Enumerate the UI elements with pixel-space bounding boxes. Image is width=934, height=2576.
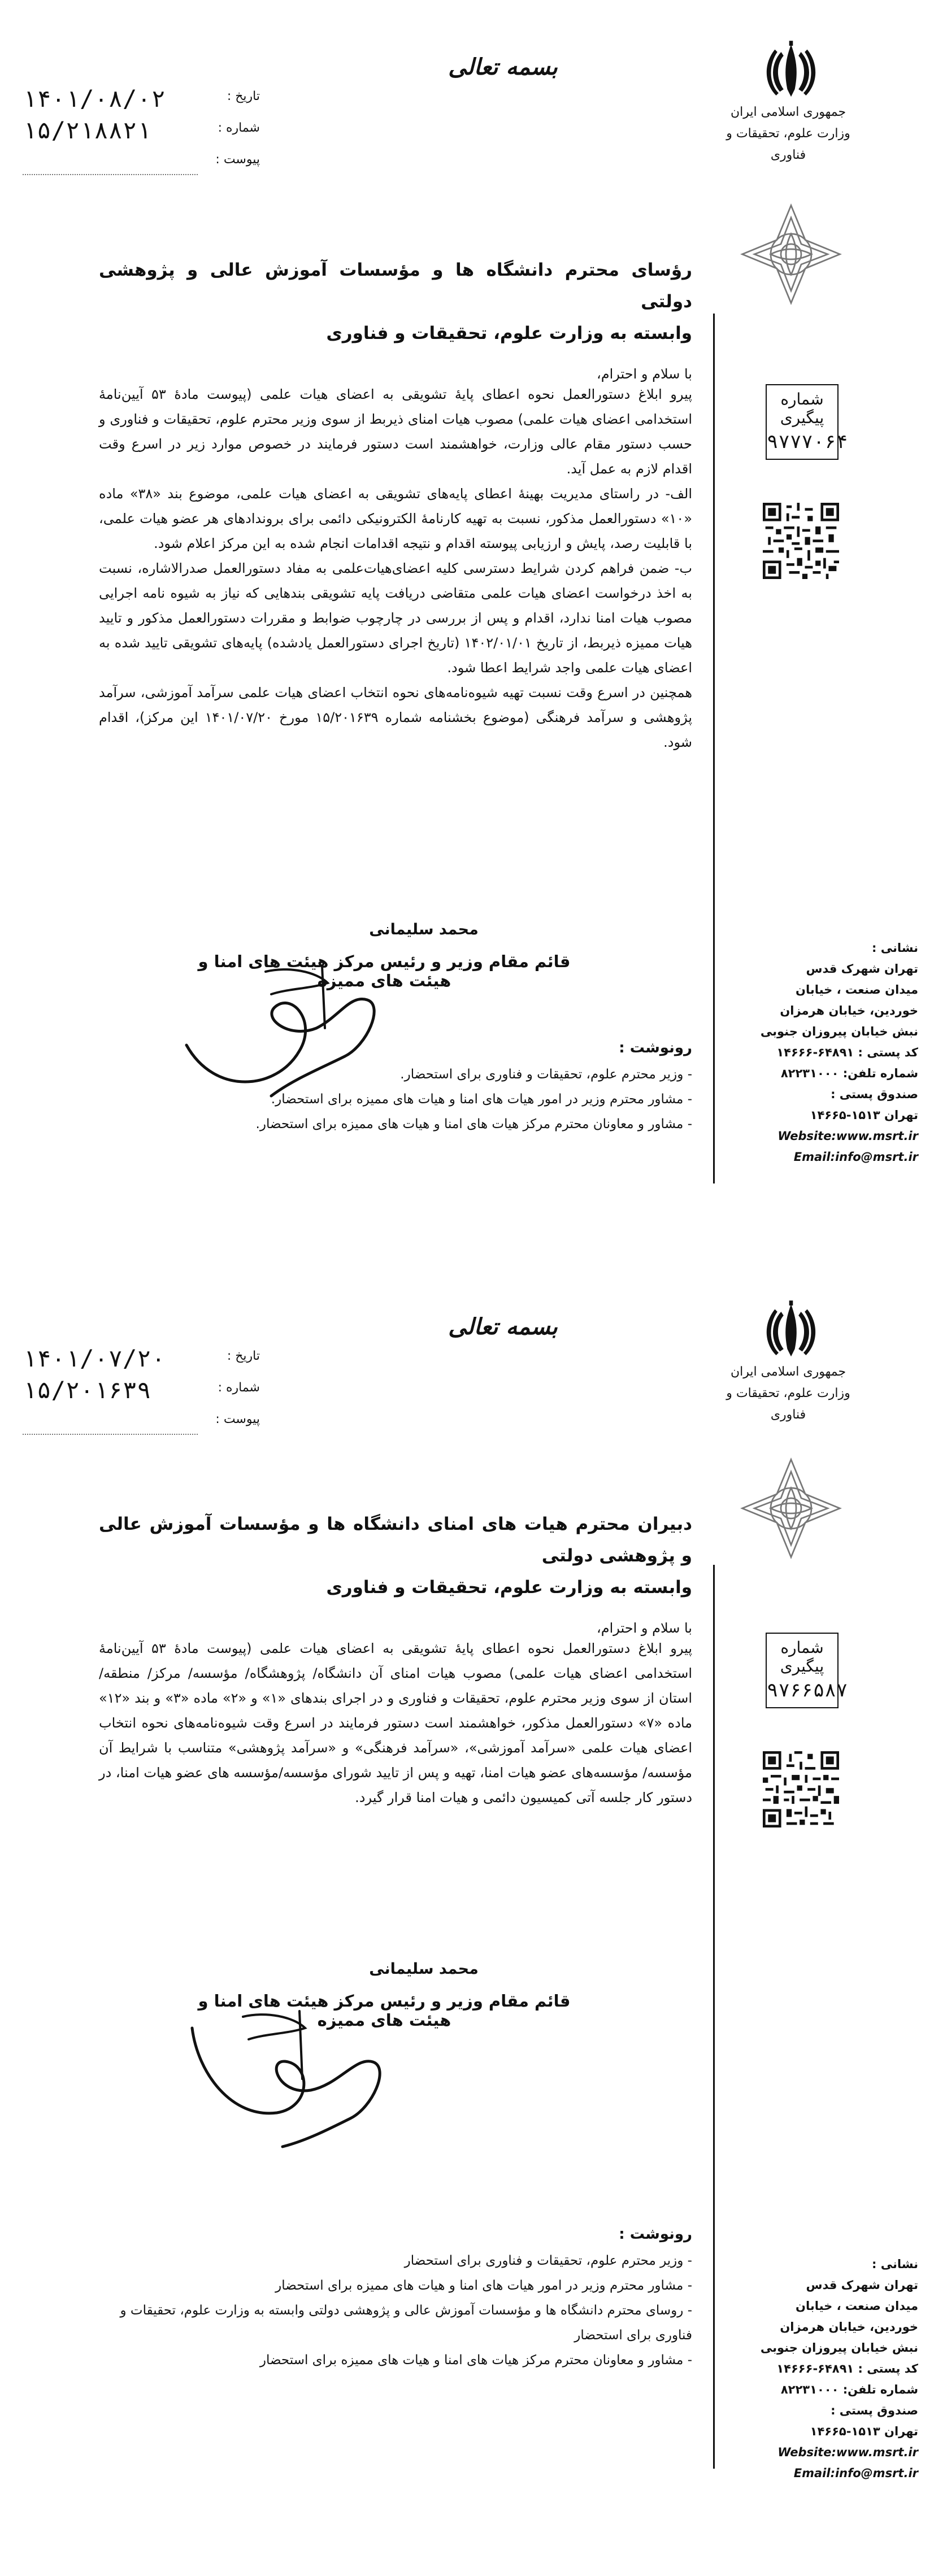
address-line: صندوق پستی : <box>831 1087 918 1101</box>
signer-title: قائم مقام وزیر و رئیس مرکز هیئت های امنا و هیئت های ممیزه <box>198 952 571 990</box>
attachment-line <box>23 174 198 175</box>
cc-item: - مشاور و معاونان محترم مرکز هیات های امنا و هیات های ممیزه برای استحضار. <box>255 1117 692 1132</box>
vertical-divider <box>713 314 715 1183</box>
recipient-line-2: وابسته به وزارت علوم، تحقیقات و فناوری <box>326 323 692 343</box>
address-line: کد پستی : ۶۴۸۹۱-۱۴۶۶۶ <box>776 2362 918 2375</box>
address-line: نبش خیابان پیروزان جنوبی <box>760 2341 918 2355</box>
date-label: تاریخ : <box>227 89 260 103</box>
address-line: تهران شهرک قدس <box>806 2278 918 2292</box>
address-line: تهران ۱۵۱۳-۱۴۶۶۵ <box>810 1108 918 1122</box>
iran-emblem-icon <box>760 1299 822 1361</box>
ministry-name-block <box>715 1361 862 1426</box>
iran-emblem-icon <box>760 40 822 102</box>
number-label: شماره : <box>218 1381 260 1395</box>
cc-item: - مشاور محترم وزیر در امور هیات های امنا و هیات های ممیزه برای استحضار. <box>271 1092 692 1107</box>
date-label: تاریخ : <box>227 1349 260 1363</box>
paragraph: ب- ضمن فراهم کردن شرایط دسترسی کلیه اعضای‌هیات‌علمی به مفاد دستورالعمل صدرالاشاره، نسبت به اخذ درخواست اعضای هیات علمی متقاضی دریافت پایه تشویقی بندهایی که نیاز به شیوه نامه اجرایی مصوب هیات امنا ندارد، اقدام و پس از بررسی در چارچوب ضوابط و مقررات دستورالعمل مذکور و تایید هیات ممیزه ذیربط، از تاریخ ۱۴۰۲/۰۱/۰۱ (تاریخ اجرای دستورالعمل یادشده) پایه‌های تشویقی تایید شده به اعضای هیات علمی واجد شرایط اعطا شود. <box>99 560 692 676</box>
ministry-name: وزارت علوم، تحقیقات و فناوری <box>726 127 850 162</box>
signer-name: محمد سلیمانی <box>369 1960 479 1978</box>
ornament-icon <box>740 203 842 305</box>
address-line: نبش خیابان پیروزان جنوبی <box>760 1025 918 1038</box>
letter-body <box>99 254 692 755</box>
letter-meta <box>23 1344 260 1439</box>
basmala-heading: بسمه تعالی <box>448 54 558 80</box>
address-line: میدان صنعت ، خیابان <box>796 2299 918 2313</box>
country-name: جمهوری اسلامی ایران <box>730 105 846 119</box>
tracking-box <box>766 1633 848 1708</box>
number-value: ۱۵/۲۱۸۸۲۱ <box>23 116 151 144</box>
recipient-line-1: دبیران محترم هیات های امنای دانشگاه ها و مؤسسات آموزش عالی و پژوهشی دولتی <box>99 1514 692 1566</box>
recipient-line-2: وابسته به وزارت علوم، تحقیقات و فناوری <box>326 1577 692 1598</box>
address-line: شماره تلفن: ۸۲۲۳۱۰۰۰ <box>780 1067 918 1080</box>
email-link[interactable]: Email:info@msrt.ir <box>793 2466 918 2480</box>
attachment-label: پیوست : <box>215 1412 260 1426</box>
tracking-label: شماره پیگیری <box>780 390 824 427</box>
basmala-heading: بسمه تعالی <box>448 1313 558 1340</box>
address-line: تهران ۱۵۱۳-۱۴۶۶۵ <box>810 2425 918 2438</box>
tracking-box <box>766 384 848 460</box>
cc-item: - مشاور و معاونان محترم مرکز هیات های امنا و هیات های ممیزه برای استحضار <box>259 2353 692 2368</box>
ministry-address <box>720 2254 918 2484</box>
address-line: شماره تلفن: ۸۲۲۳۱۰۰۰ <box>780 2383 918 2396</box>
website-link[interactable]: Website:www.msrt.ir <box>777 1129 918 1143</box>
date-row <box>23 1344 260 1376</box>
cc-label: رونوشت : <box>619 2226 692 2243</box>
letter-page-2 <box>0 1260 934 2520</box>
attachment-label: پیوست : <box>215 153 260 167</box>
tracking-number: ۹۷۷۷۰۶۴ <box>767 430 848 453</box>
address-line: خوردین، خیابان هرمزان <box>780 2320 918 2334</box>
signer-name: محمد سلیمانی <box>369 921 479 938</box>
address-line: تهران شهرک قدس <box>806 962 918 976</box>
address-line: نشانی : <box>872 2257 918 2271</box>
letter-page-1 <box>0 0 934 1260</box>
ministry-address <box>720 938 918 1168</box>
qr-code-icon <box>763 503 839 579</box>
number-label: شماره : <box>218 121 260 135</box>
handwritten-signature <box>181 2005 418 2152</box>
vertical-divider <box>713 1565 715 2469</box>
cc-label: رونوشت : <box>619 1039 692 1056</box>
address-line: نشانی : <box>872 941 918 955</box>
cc-section <box>99 2226 692 2373</box>
tracking-number: ۹۷۶۶۵۸۷ <box>767 1679 848 1702</box>
address-line: میدان صنعت ، خیابان <box>796 983 918 997</box>
address-line: کد پستی : ۶۴۸۹۱-۱۴۶۶۶ <box>776 1046 918 1059</box>
cc-item: - مشاور محترم وزیر در امور هیات های امنا و هیات های ممیزه برای استحضار <box>275 2278 692 2293</box>
date-value: ۱۴۰۱/۰۸/۰۲ <box>23 85 166 112</box>
tracking-label: شماره پیگیری <box>780 1638 824 1676</box>
ministry-name-block <box>715 102 862 166</box>
date-value: ۱۴۰۱/۰۷/۲۰ <box>23 1344 166 1372</box>
number-row <box>23 1376 260 1408</box>
paragraph: پیرو ابلاغ دستورالعمل نحوه اعطای پایهٔ تشویقی به اعضای هیات علمی (پیوست مادهٔ ۵۳ آیین‌نامهٔ استخدامی اعضای هیات علمی) مصوب هیات امنای ذیربط از سوی وزیر محترم علوم، تحقیقات و فناوری و حسب دستور مقام عالی وزارت، خواهشمند است دستور فرمایند در خصوص موارد زیر در اسرع وقت اقدام لازم به عمل آید. <box>99 386 692 477</box>
country-name: جمهوری اسلامی ایران <box>730 1365 846 1379</box>
address-line: خوردین، خیابان هرمزان <box>780 1004 918 1017</box>
cc-section <box>99 1039 692 1137</box>
paragraph: الف- در راستای مدیریت بهینهٔ اعطای پایه‌های تشویقی به اعضای هیات علمی، موضوع بند «۳۸» ماده «۱۰» دستورالعمل مذکور، نسبت به تهیه کارنامهٔ الکترونیکی دائمی برای بروندادهای هر عضو هیات علمی، با قابلیت رصد، پایش و ارزیابی پیوسته اقدام و نتیجه اقدامات انجام شده به این مرکز اعلام شود. <box>99 486 693 551</box>
cc-item: - وزیر محترم علوم، تحقیقات و فناوری برای استحضار. <box>400 1067 692 1082</box>
letter-meta <box>23 85 260 180</box>
attachment-row <box>23 1408 260 1439</box>
ornament-icon <box>740 1457 842 1559</box>
greeting: با سلام و احترام، <box>596 1620 692 1636</box>
recipient-line-1: رؤسای محترم دانشگاه ها و مؤسسات آموزش عالی و پژوهشی دولتی <box>99 260 692 312</box>
attachment-line <box>23 1434 198 1435</box>
date-row <box>23 85 260 116</box>
paragraph: پیرو ابلاغ دستورالعمل نحوه اعطای پایهٔ تشویقی به اعضای هیات علمی (پیوست مادهٔ ۵۳ آیین‌نامهٔ استخدامی اعضای هیات علمی) مصوب هیات امنای آن دانشگاه/ پژوهشگاه/ مؤسسه/ مرکز/ منطقه/ استان از سوی وزیر محترم علوم، تحقیقات و فناوری و در اجرای بندهای «۱» و «۲» ماده «۳» و بند «۱۲» ماده «۷» دستورالعمل مذکور، خواهشمند است دستور فرمایند در اسرع وقت شیوه‌نامه‌های نحوه انتخاب اعضای هیات علمی «سرآمد آموزشی»، «سرآمد فرهنگی» و «سرآمد پژوهشی» متناسب با شرایط آن مؤسسه/ مؤسسه‌های عضو هیات امنا، تهیه و پس از تایید شورای مؤسسه/مؤسسه های عضو هیات امنا، در دستور کار جلسه آتی کمیسیون دائمی و هیات امنا قرار گیرد. <box>99 1641 692 1805</box>
greeting: با سلام و احترام، <box>596 366 692 382</box>
number-row <box>23 116 260 148</box>
letter-body <box>99 1508 692 1810</box>
number-value: ۱۵/۲۰۱۶۳۹ <box>23 1376 151 1404</box>
signer-title: قائم مقام وزیر و رئیس مرکز هیئت های امنا و هیئت های ممیزه <box>198 1991 571 2030</box>
cc-item: - روسای محترم دانشگاه ها و مؤسسات آموزش عالی و پژوهشی دولتی وابسته به وزارت علوم، تحقیقات و فناوری برای استحضار <box>120 2303 692 2343</box>
cc-item: - وزیر محترم علوم، تحقیقات و فناوری برای استحضار <box>404 2253 692 2268</box>
website-link[interactable]: Website:www.msrt.ir <box>777 2446 918 2459</box>
email-link[interactable]: Email:info@msrt.ir <box>793 1150 918 1164</box>
qr-code-icon <box>763 1751 839 1827</box>
attachment-row <box>23 148 260 180</box>
ministry-name: وزارت علوم، تحقیقات و فناوری <box>726 1386 850 1422</box>
address-line: صندوق پستی : <box>831 2404 918 2417</box>
paragraph: همچنین در اسرع وقت نسبت تهیه شیوه‌نامه‌های نحوه انتخاب اعضای هیات علمی سرآمد آموزشی، سرآمد پژوهشی و سرآمد فرهنگی (موضوع بخشنامه شماره ۱۵/۲۰۱۶۳۹ مورخ ۱۴۰۱/۰۷/۲۰ این مرکز)، اقدام شود. <box>99 685 692 750</box>
